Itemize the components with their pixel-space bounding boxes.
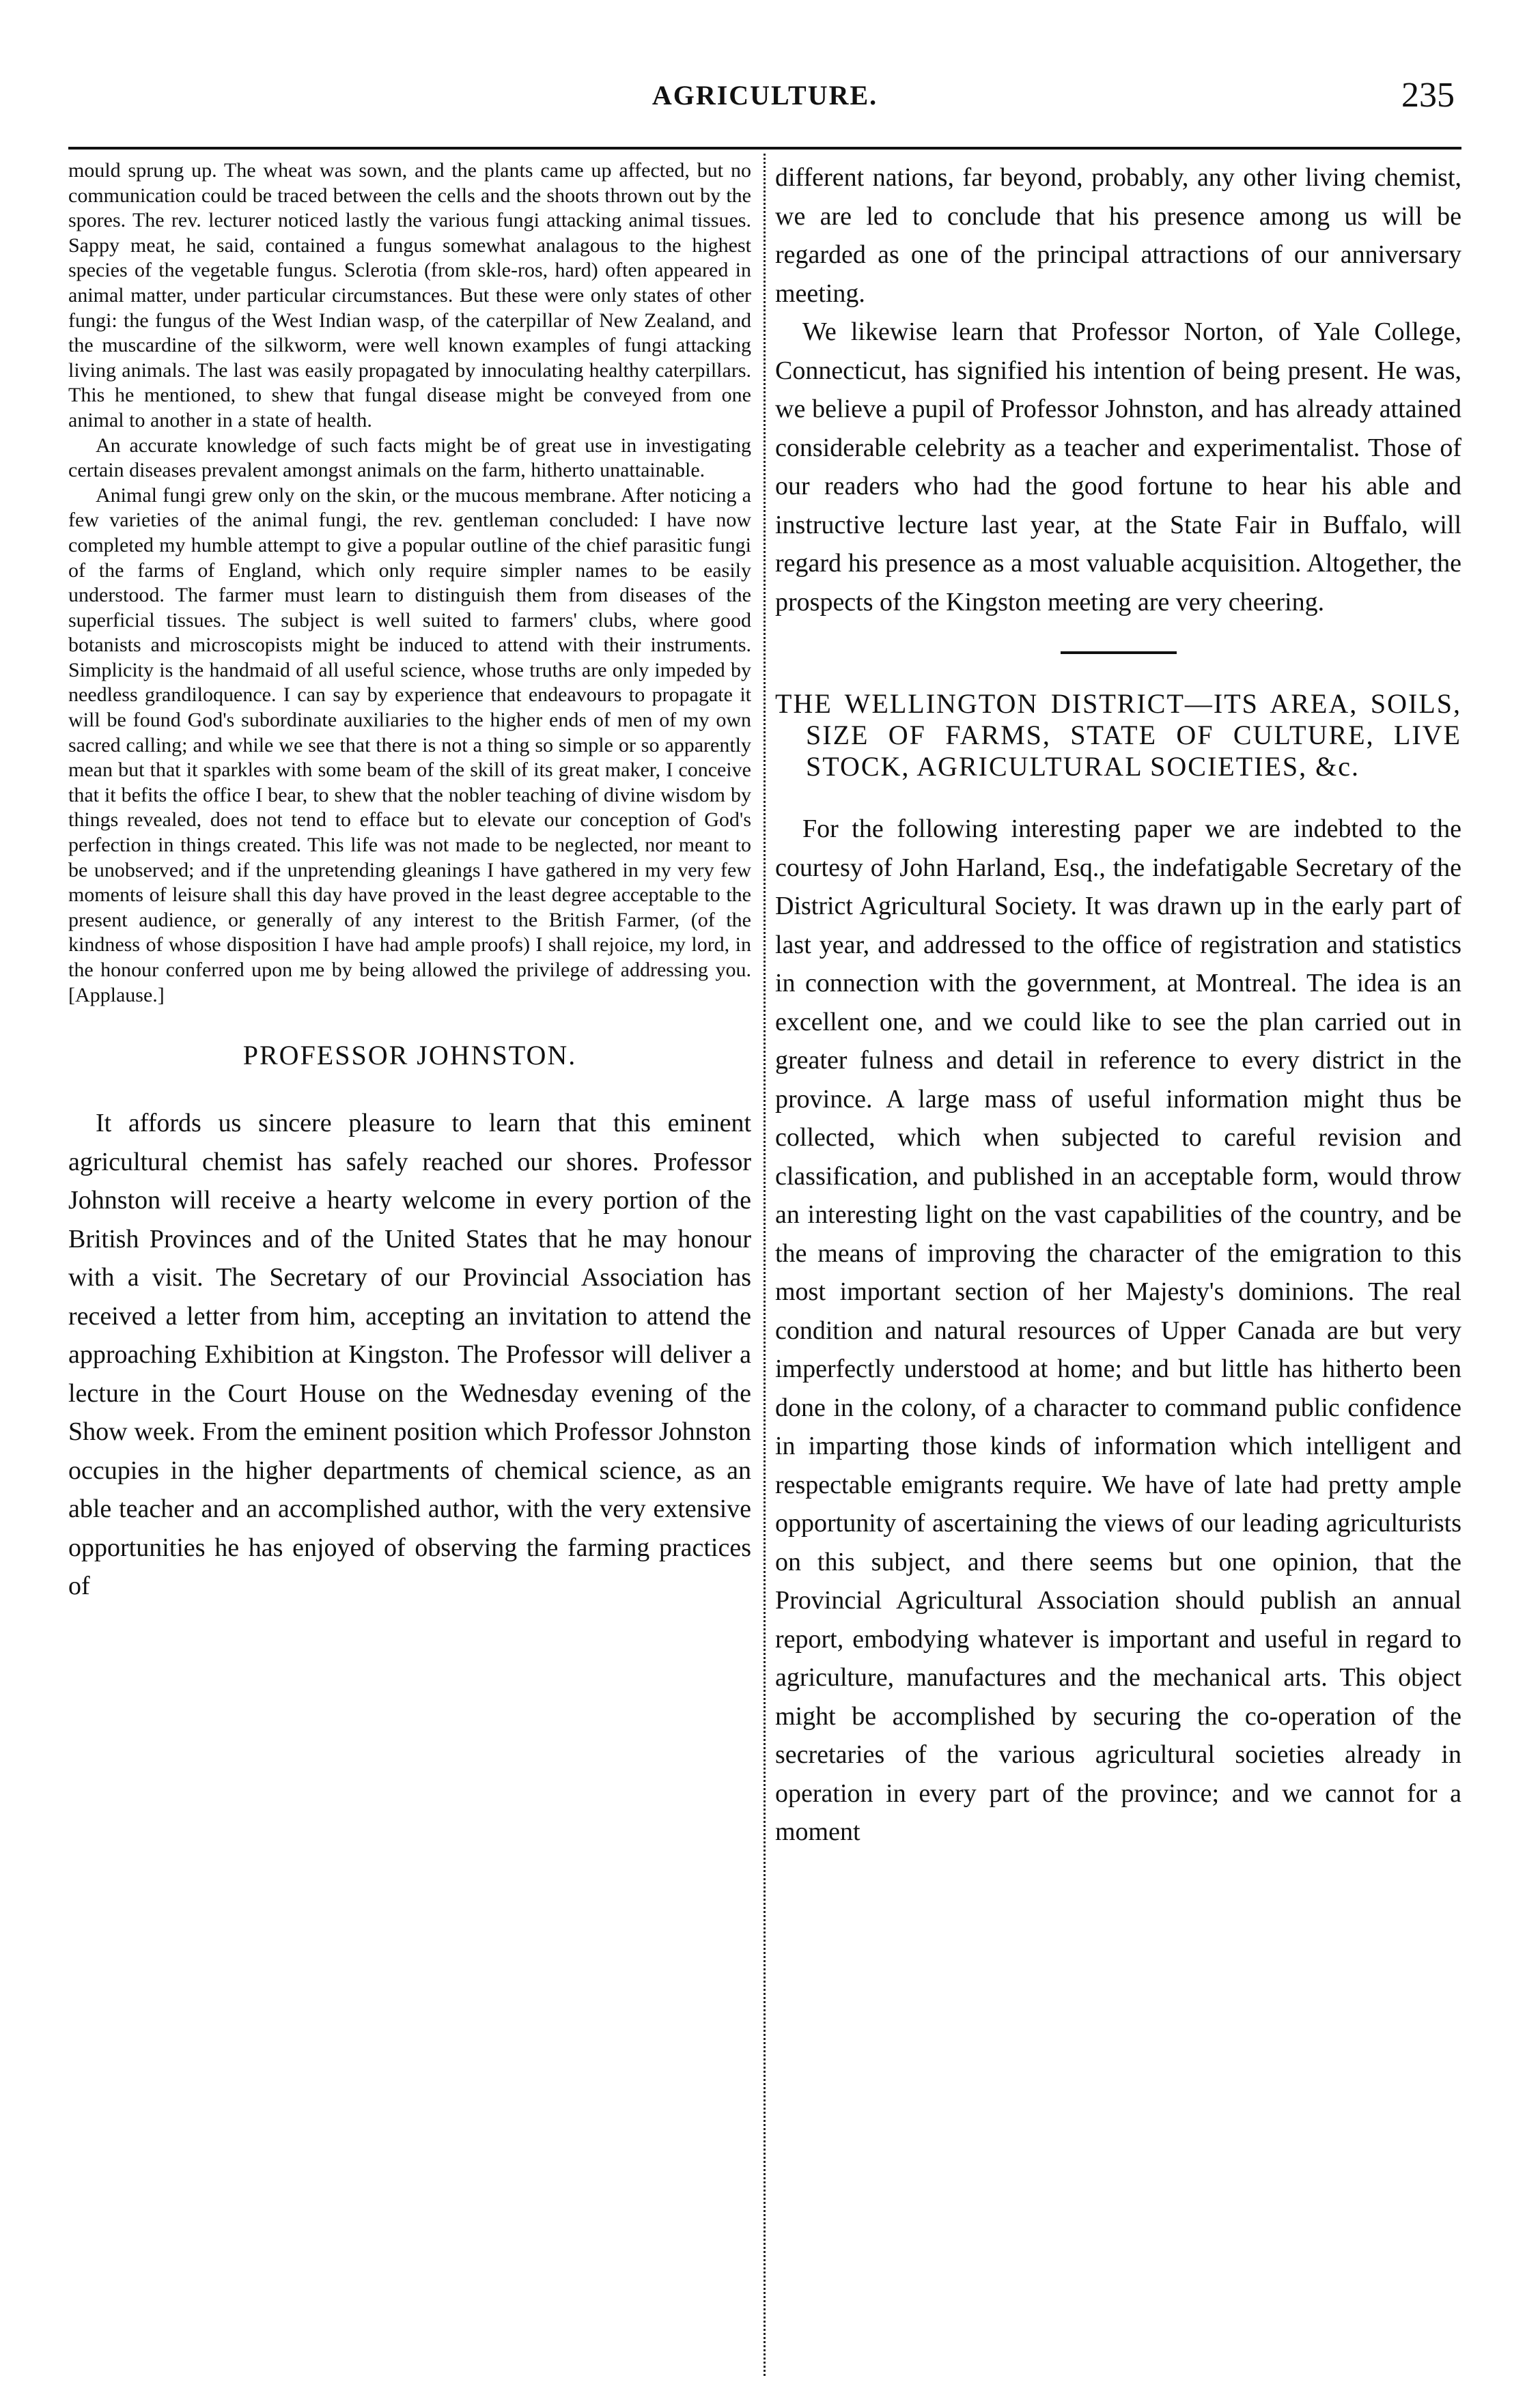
johnston-continuation-paragraph: different nations, far beyond, probably, any other living chemist, we are led to conclude that his presence among us will be regarded as one of the principal attractions of our anniversary meeting.: [775, 163, 1461, 308]
fungi-lecture-paragraph-2: An accurate knowledge of such facts might be of great use in investigating certain diseases prevalent amongst animals on the farm, hitherto unattainable.: [68, 434, 751, 482]
page-number: 235: [1401, 76, 1455, 115]
right-column: [775, 158, 1461, 1852]
column-divider: [764, 154, 767, 2376]
wellington-article-paragraph: For the following interesting paper we are indebted to the courtesy of John Harland, Esq., the indefatigable Secretary of the District Agricultural Society. It was drawn up in the early part of last year, and addressed to the office of registration and statistics in connection with the government, at Montreal. The idea is an excellent one, and we could like to see the plan carried out in greater fulness and detail in reference to every district in the province. A large mass of useful information might thus be collected, which when subjected to careful revision and classification, and published in an acceptable form, would throw an interesting light on the vast capabilities of the country, and be the means of improving the character of the emigration to this most important section of her Majesty's dominions. The real condition and natural resources of Upper Canada are but very imperfectly understood at home; and but little has hitherto been done in the colony, of a character to command public confidence in imparting those kinds of information which intelligent and respectable emigrants require. We have of late had pretty ample opportunity of ascertaining the views of our leading agriculturists on this subject, and there seems but one opinion, that the Provincial Agricultural Association should publish an annual report, embodying whatever is important and useful in regard to agriculture, manufactures and the mechanical arts. This object might be accomplished by securing the co-operation of the secretaries of the various agricultural societies already in operation in every part of the province; and we cannot for a moment: [775, 815, 1461, 1846]
header-rule: [68, 147, 1461, 150]
running-head: [68, 75, 1461, 123]
section-divider: [1061, 651, 1177, 654]
running-title: AGRICULTURE.: [652, 80, 878, 111]
johnston-article-paragraph: It affords us sincere pleasure to learn that this eminent agricultural chemist has safely reached our shores. Professor Johnston will receive a hearty welcome in every portion of the British Provinces and of the United States that he may honour with a visit. The Secretary of our Provincial Association has received a letter from him, accepting an invitation to attend the approaching Exhibition at Kingston. The Professor will deliver a lecture in the Court House on the Wednesday evening of the Show week. From the eminent position which Professor Johnston occupies in the higher departments of chemical science, as an able teacher and an accomplished author, with the very extensive opportunities he has enjoyed of observing the farming practices of: [68, 1109, 751, 1601]
fungi-lecture-paragraph-3: Animal fungi grew only on the skin, or the mucous membrane. After noticing a few varieties of the animal fungi, the rev. gentleman concluded: I have now completed my humble attempt to give a popular outline of the chief parasitic fungi of the farms of England, which only require simpler names to be easily understood. The farmer must learn to distinguish them from diseases of the superficial tissues. The subject is well suited to farmers' clubs, where good botanists and microscopists might be induced to attend with their instruments. Simplicity is the handmaid of all useful science, whose truths are only impeded by needless grandiloquence. I can say by experience that endeavours to propagate it will be found God's subordinate auxiliaries to the higher ends of men of my own sacred calling; and while we see that there is not a thing so simple or so apparently mean but that it sparkles with some beam of the skill of its great maker, I conceive that it befits the office I bear, to shew that the nobler teaching of divine wisdom by things revealed, does not tend to efface but to elevate our conception of God's perfection in things created. This life was not made to be neglected, nor meant to be unobserved; and if the unpretending gleanings I have gathered in my very few moments of leisure shall this day have proved in the least degree acceptable to the present audience, or generally of any interest to the British Farmer, (of the kindness of whose disposition I have had ample proofs) I shall rejoice, my lord, in the honour conferred upon me by being allowed the privilege of addressing you. [Applause.]: [68, 483, 751, 1006]
left-column: [68, 158, 751, 1606]
section-heading-wellington-district: THE WELLINGTON DISTRICT—ITS AREA, SOILS, SIZE OF FARMS, STATE OF CULTURE, LIVE STOCK, AGRICULTURAL SOCIETIES, &c.: [775, 688, 1461, 782]
norton-paragraph: We likewise learn that Professor Norton, of Yale College, Connecticut, has signified his intention of being present. He was, we believe a pupil of Professor Johnston, and has already attained considerable celebrity as a teacher and experimentalist. Those of our readers who had the good fortune to hear his able and instructive lecture last year, at the State Fair in Buffalo, will regard his presence as a most valuable acquisition. Altogether, the prospects of the Kingston meeting are very cheering.: [775, 317, 1461, 617]
fungi-lecture-paragraph-1: mould sprung up. The wheat was sown, and the plants came up affected, but no communication could be traced between the cells and the shoots thrown out by the spores. The rev. lecturer noticed lastly the various fungi attacking animal tissues. Sappy meat, he said, contained a fungus somewhat analagous to the highest species of the vegetable fungus. Sclerotia (from skle-ros, hard) often appeared in animal matter, under particular circumstances. But these were only states of other fungi: the fungus of the West Indian wasp, of the caterpillar of New Zealand, and the muscardine of the silkworm, were well known examples of fungi attacking living animals. The last was easily propagated by innoculating healthy caterpillars. This he mentioned, to shew that fungal disease might be conveyed from one animal to another in a state of health.: [68, 159, 751, 431]
section-heading-professor-johnston: PROFESSOR JOHNSTON.: [242, 1040, 577, 1071]
